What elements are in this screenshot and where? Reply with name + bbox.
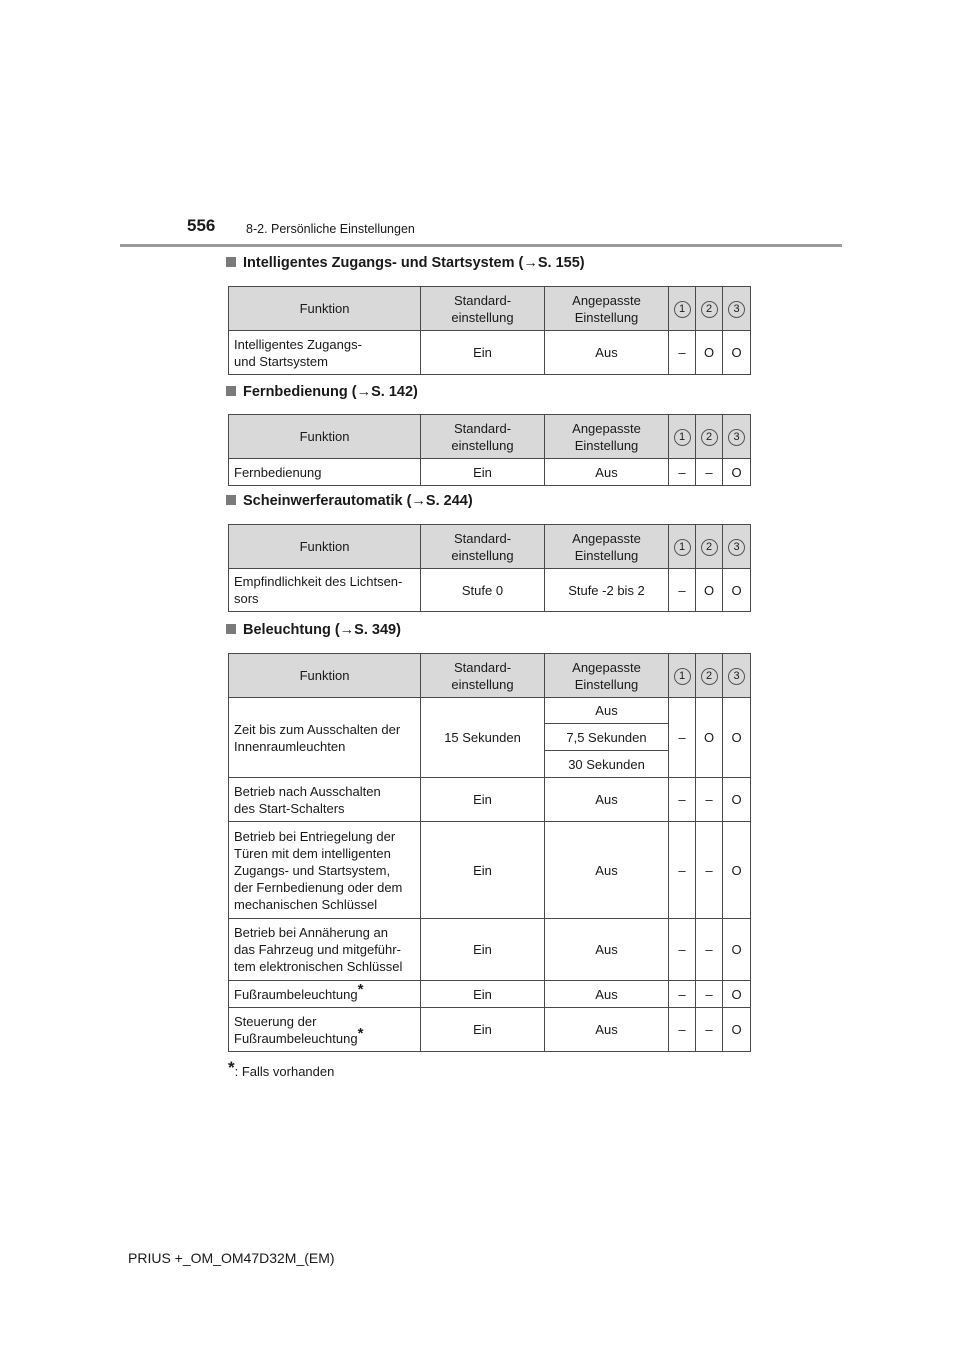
header-default: Standard- einstellung xyxy=(421,415,545,459)
header-default: Standard- einstellung xyxy=(421,287,545,331)
section-title-fernbedienung: Fernbedienung (→S. 142) xyxy=(226,384,418,400)
default-cell: Ein xyxy=(421,778,545,822)
col1-cell: – xyxy=(669,331,696,375)
default-cell: Ein xyxy=(421,459,545,486)
col3-cell: O xyxy=(723,459,751,486)
circled-3-icon: 3 xyxy=(728,429,745,446)
col3-cell: O xyxy=(723,569,751,612)
col1-cell: – xyxy=(669,698,696,778)
function-cell: Betrieb bei Annäherung an das Fahrzeug und mitgeführ- tem elektronischen Schlüssel xyxy=(229,919,421,981)
section-title-zugangssystem: Intelligentes Zugangs- und Startsystem (→S. 155) xyxy=(226,255,585,271)
col2-cell: – xyxy=(696,919,723,981)
function-cell: Betrieb nach Ausschalten des Start-Schalters xyxy=(229,778,421,822)
custom-cell: Aus xyxy=(545,459,669,486)
table-header-row xyxy=(229,525,751,569)
col3-cell: O xyxy=(723,698,751,778)
col2-cell: – xyxy=(696,459,723,486)
default-cell: Ein xyxy=(421,981,545,1008)
chapter-title: 8-2. Persönliche Einstellungen xyxy=(246,222,415,236)
default-cell: Ein xyxy=(421,1008,545,1052)
circled-3-icon: 3 xyxy=(728,668,745,685)
circled-3-icon: 3 xyxy=(728,539,745,556)
custom-cell: Aus xyxy=(545,981,669,1008)
circled-2-icon: 2 xyxy=(701,301,718,318)
col3-cell: O xyxy=(723,331,751,375)
header-col-2 xyxy=(696,654,723,698)
header-col-1 xyxy=(669,654,696,698)
bullet-square-icon xyxy=(226,257,236,267)
header-col-2 xyxy=(696,525,723,569)
col1-cell: – xyxy=(669,459,696,486)
table-row xyxy=(229,698,751,724)
default-cell: Ein xyxy=(421,919,545,981)
header-custom: Angepasste Einstellung xyxy=(545,654,669,698)
function-cell: Fernbedienung xyxy=(229,459,421,486)
header-col-3 xyxy=(723,654,751,698)
table-row xyxy=(229,331,751,375)
header-col-3 xyxy=(723,525,751,569)
function-cell: Zeit bis zum Ausschalten der Innenraumleuchten xyxy=(229,698,421,778)
default-cell: Ein xyxy=(421,331,545,375)
default-cell: 15 Sekunden xyxy=(421,698,545,778)
col3-cell: O xyxy=(723,822,751,919)
header-custom: Angepasste Einstellung xyxy=(545,287,669,331)
col2-cell: O xyxy=(696,569,723,612)
col1-cell: – xyxy=(669,981,696,1008)
col1-cell: – xyxy=(669,778,696,822)
function-cell: Intelligentes Zugangs- und Startsystem xyxy=(229,331,421,375)
custom-option-cell: 30 Sekunden xyxy=(545,751,669,778)
col3-cell: O xyxy=(723,1008,751,1052)
footnote-asterisk: * xyxy=(357,1024,364,1042)
circled-2-icon: 2 xyxy=(701,539,718,556)
table-row xyxy=(229,1008,751,1052)
circled-2-icon: 2 xyxy=(701,668,718,685)
table-row xyxy=(229,569,751,612)
header-col-3 xyxy=(723,287,751,331)
circled-1-icon: 1 xyxy=(674,301,691,318)
custom-cell: Aus xyxy=(545,778,669,822)
table-header-row xyxy=(229,654,751,698)
header-col-1 xyxy=(669,287,696,331)
table-row xyxy=(229,822,751,919)
custom-option-cell: Aus xyxy=(545,698,669,724)
circled-3-icon: 3 xyxy=(728,301,745,318)
col2-cell: O xyxy=(696,331,723,375)
circled-2-icon: 2 xyxy=(701,429,718,446)
footnote-asterisk: * xyxy=(357,980,364,998)
circled-1-icon: 1 xyxy=(674,668,691,685)
col1-cell: – xyxy=(669,569,696,612)
col1-cell: – xyxy=(669,822,696,919)
custom-cell: Aus xyxy=(545,331,669,375)
header-rule xyxy=(120,244,842,247)
table-header-row xyxy=(229,415,751,459)
col3-cell: O xyxy=(723,778,751,822)
col3-cell: O xyxy=(723,981,751,1008)
table-row xyxy=(229,919,751,981)
header-custom: Angepasste Einstellung xyxy=(545,415,669,459)
header-col-1 xyxy=(669,415,696,459)
header-col-1 xyxy=(669,525,696,569)
custom-cell: Aus xyxy=(545,822,669,919)
custom-cell: Stufe -2 bis 2 xyxy=(545,569,669,612)
col3-cell: O xyxy=(723,919,751,981)
custom-cell: Aus xyxy=(545,1008,669,1052)
footnote-asterisk: * xyxy=(228,1058,235,1077)
custom-cell: Aus xyxy=(545,919,669,981)
header-function: Funktion xyxy=(229,415,421,459)
bullet-square-icon xyxy=(226,386,236,396)
table-row xyxy=(229,981,751,1008)
table-scheinwerfer xyxy=(228,524,751,612)
table-beleuchtung xyxy=(228,653,751,1052)
function-cell: Steuerung der Fußraumbeleuchtung* xyxy=(229,1008,421,1052)
header-default: Standard- einstellung xyxy=(421,654,545,698)
table-row xyxy=(229,778,751,822)
header-function: Funktion xyxy=(229,654,421,698)
table-fernbedienung xyxy=(228,414,751,486)
section-title-beleuchtung: Beleuchtung (→S. 349) xyxy=(226,622,401,638)
col2-cell: – xyxy=(696,778,723,822)
col2-cell: O xyxy=(696,698,723,778)
footnote-text: : Falls vorhanden xyxy=(234,1064,335,1079)
col2-cell: – xyxy=(696,981,723,1008)
header-default: Standard- einstellung xyxy=(421,525,545,569)
custom-option-cell: 7,5 Sekunden xyxy=(545,724,669,751)
page-number: 556 xyxy=(187,216,216,235)
table-zugangssystem xyxy=(228,286,751,375)
circled-1-icon: 1 xyxy=(674,539,691,556)
function-cell: Empfindlichkeit des Lichtsen- sors xyxy=(229,569,421,612)
header-col-2 xyxy=(696,287,723,331)
default-cell: Ein xyxy=(421,822,545,919)
header-col-3 xyxy=(723,415,751,459)
header-function: Funktion xyxy=(229,525,421,569)
col2-cell: – xyxy=(696,822,723,919)
header-col-2 xyxy=(696,415,723,459)
default-cell: Stufe 0 xyxy=(421,569,545,612)
col1-cell: – xyxy=(669,919,696,981)
header-custom: Angepasste Einstellung xyxy=(545,525,669,569)
table-header-row xyxy=(229,287,751,331)
header-function: Funktion xyxy=(229,287,421,331)
function-cell: Fußraumbeleuchtung* xyxy=(229,981,421,1008)
table-row xyxy=(229,459,751,486)
document-code: PRIUS +_OM_OM47D32M_(EM) xyxy=(128,1250,335,1266)
footnote xyxy=(228,1058,334,1079)
circled-1-icon: 1 xyxy=(674,429,691,446)
section-title-scheinwerfer: Scheinwerferautomatik (→S. 244) xyxy=(226,493,473,509)
function-cell: Betrieb bei Entriegelung der Türen mit dem intelligenten Zugangs- und Startsystem, der Fernbedienung oder dem mechanischen Schlüssel xyxy=(229,822,421,919)
col2-cell: – xyxy=(696,1008,723,1052)
col1-cell: – xyxy=(669,1008,696,1052)
bullet-square-icon xyxy=(226,624,236,634)
bullet-square-icon xyxy=(226,495,236,505)
